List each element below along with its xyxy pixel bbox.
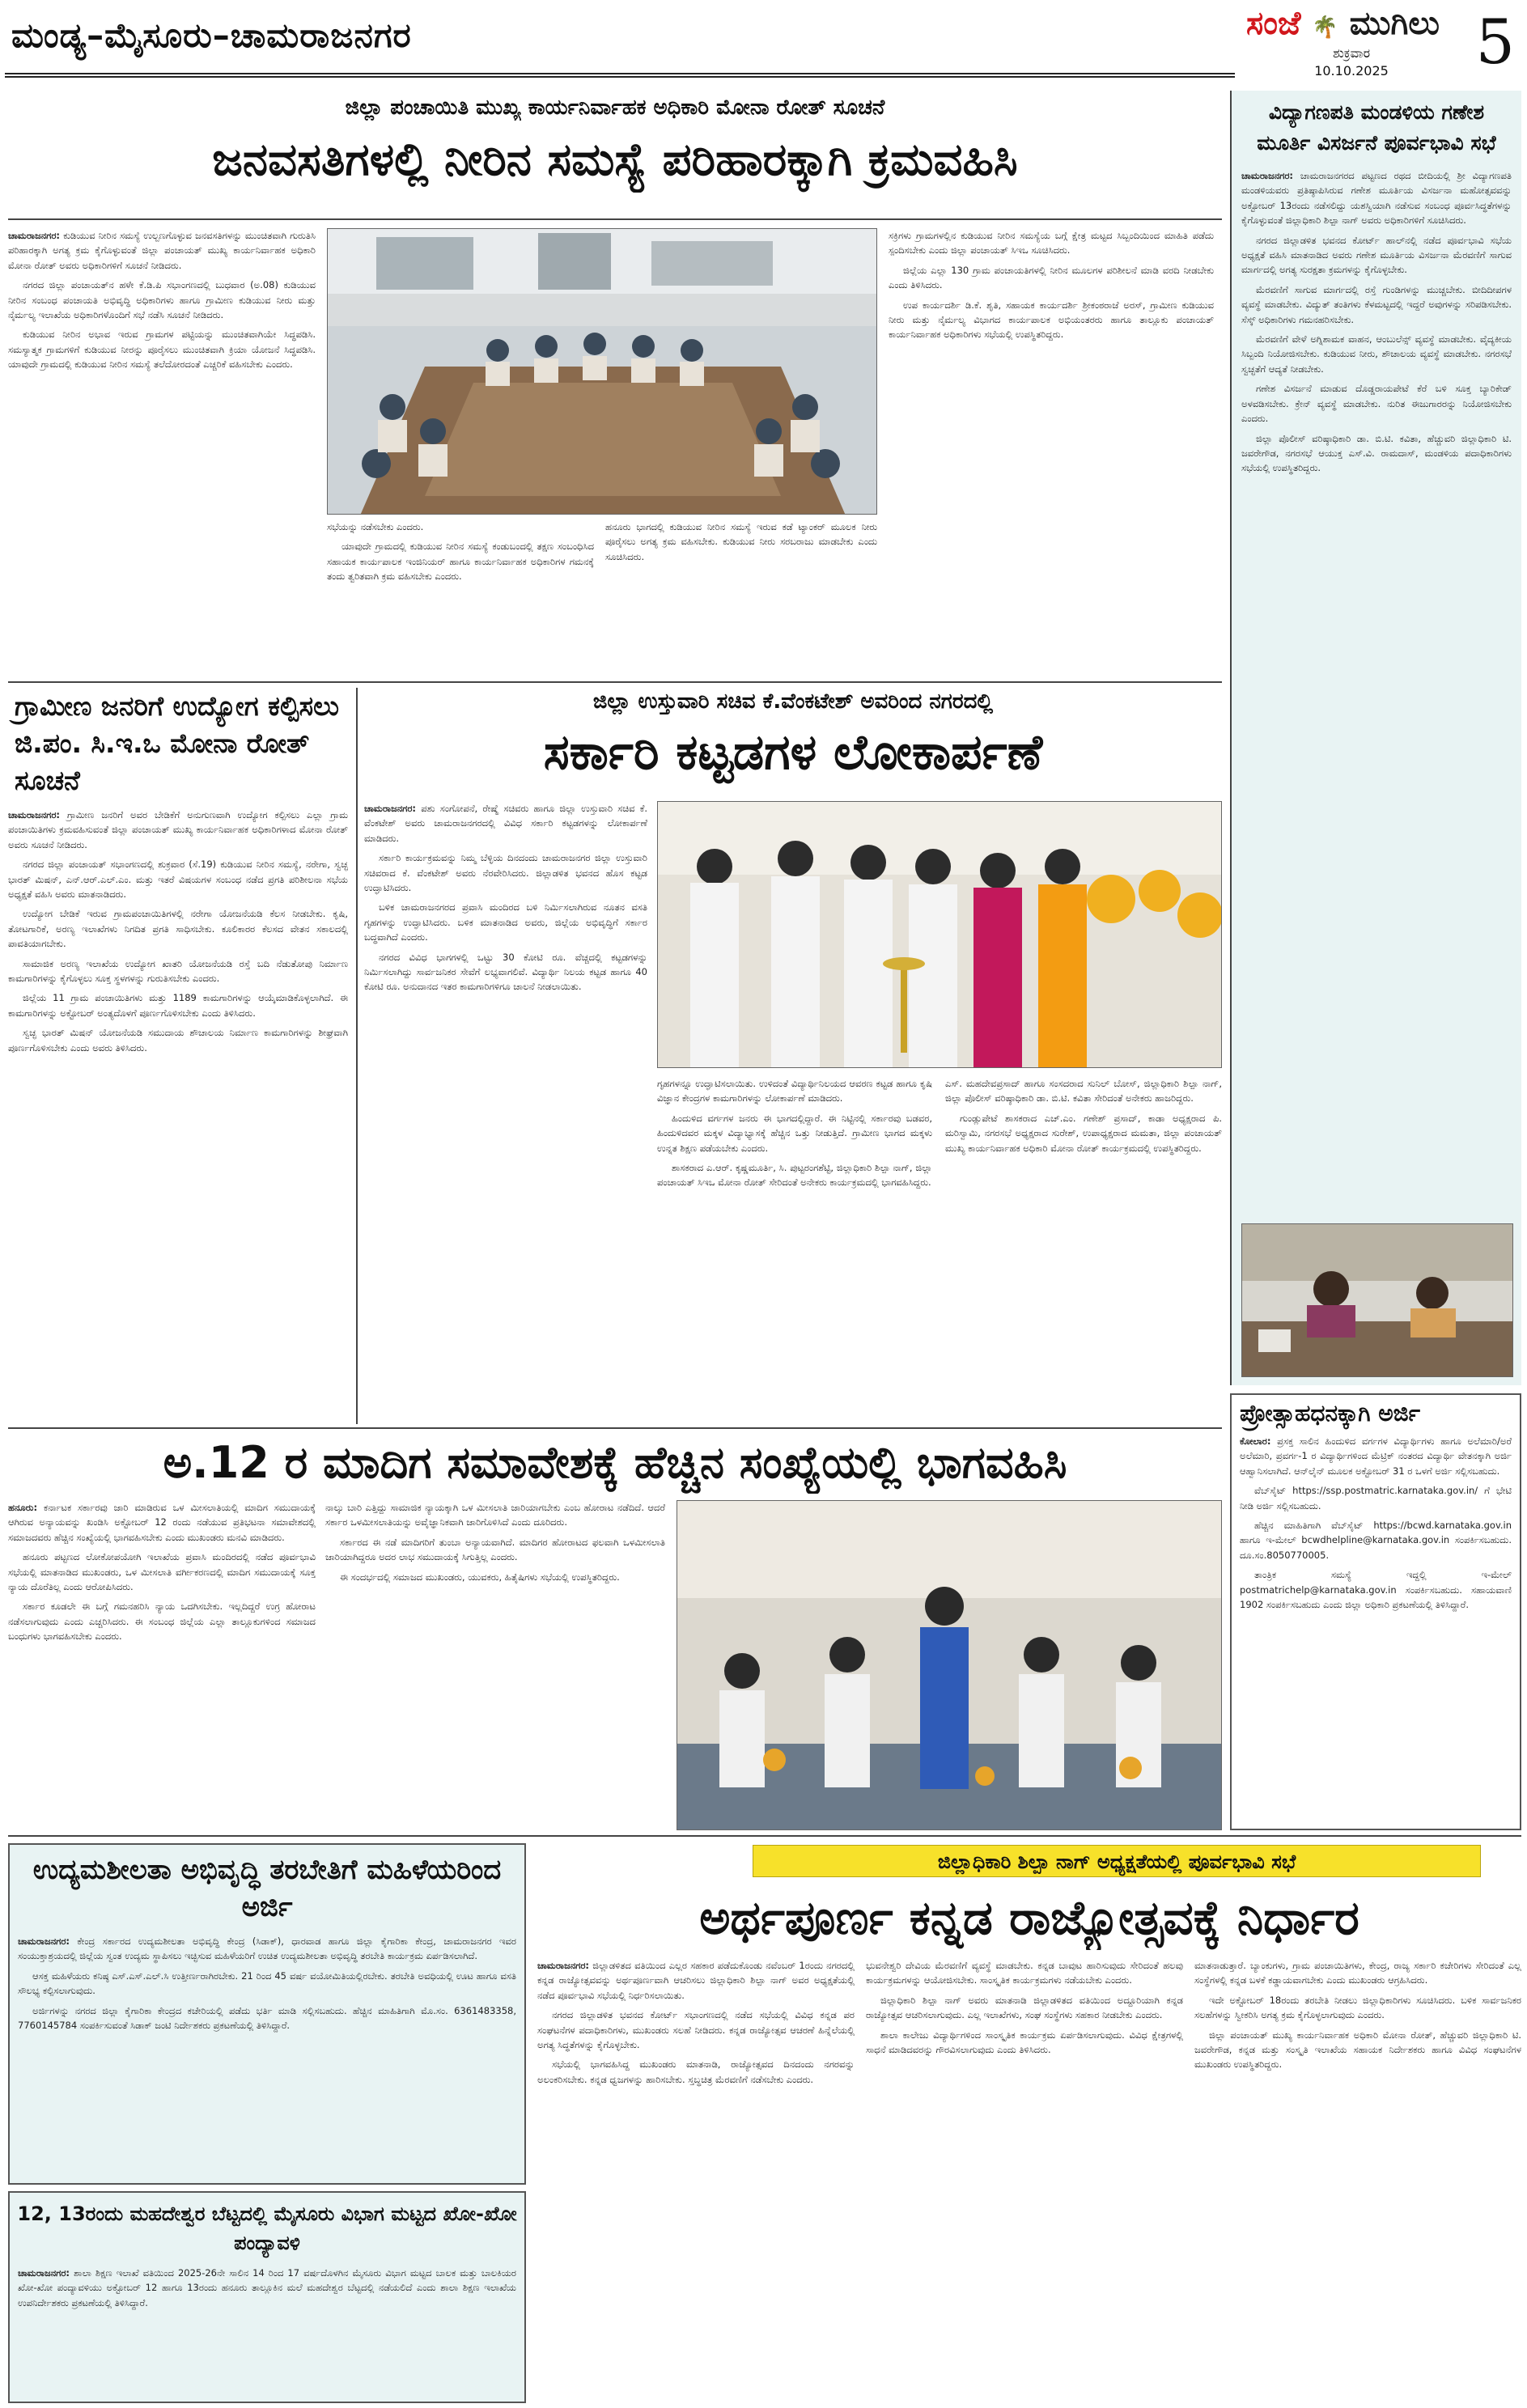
meeting-room-illustration bbox=[328, 229, 877, 515]
story4-para: ಸರ್ಕಾರದ ಈ ನಡೆ ಮಾದಿಗರಿಗೆ ತುಂಬಾ ಅನ್ಯಾಯವಾಗಿದೆ. ಮಾದಿಗರ ಹೋರಾಟದ ಫಲವಾಗಿ ಒಳಮೀಸಲಾತಿ ಜಾರಿಯಾಗಿದ್ದರೂ ಅದರ ಲಾಭ ಸಮುದಾಯಕ್ಕೆ ಸಿಗುತ್ತಿಲ್ಲ ಎಂದರು. bbox=[325, 1536, 665, 1563]
story7-para: ನಗರದ ಜಿಲ್ಲಾಡಳಿತ ಭವನದ ಕೋರ್ಟ್ ಸಭಾಂಗಣದಲ್ಲಿ ನಡೆದ ಸಭೆಯಲ್ಲಿ ವಿವಿಧ ಕನ್ನಡ ಪರ ಸಂಘಟನೆಗಳ ಪದಾಧಿಕಾರಿಗಳು, ಮುಖಂಡರು ಸಲಹೆ ನೀಡಿದರು. ಕನ್ನಡ ರಾಜ್ಯೋತ್ಸವ ಆಚರಣೆ ಹಿನ್ನೆಲೆಯಲ್ಲಿ ಅಗತ್ಯ ಸಿದ್ಧತೆಗಳನ್ನು ಕೈಗೊಳ್ಳಬೇಕು. bbox=[537, 2009, 855, 2051]
story2-para: ಗ್ರಾಮೀಣ ಜನರಿಗೆ ಅವರ ಬೇಡಿಕೆಗೆ ಅನುಗುಣವಾಗಿ ಉದ್ಯೋಗ ಕಲ್ಪಿಸಲು ಎಲ್ಲಾ ಗ್ರಾಮ ಪಂಚಾಯಿತಿಗಳು ಕ್ರಮವಹಿಸುವಂತೆ ಜಿಲ್ಲಾ ಪಂಚಾಯತ್ ಮುಖ್ಯ ಕಾರ್ಯನಿರ್ವಾಹಕ ಅಧಿಕಾರಿಗಳಾದ ಮೋನಾ ರೋತ್ ಅವರು ಸೂಚನೆ ನೀಡಿದರು. bbox=[8, 809, 348, 850]
story1-para: ಹನೂರು ಭಾಗದಲ್ಲಿ ಕುಡಿಯುವ ನೀರಿನ ಸಮಸ್ಯೆ ಇರುವ ಕಡೆ ಟ್ಯಾಂಕರ್ ಮೂಲಕ ನೀರು ಪೂರೈಸಲು ಅಗತ್ಯ ಕ್ರಮ ವಹಿಸಬೇಕು. ಕುಡಿಯುವ ನೀರು ಸರಬರಾಜು ಮಾಡಬೇಕು ಎಂದು ಸೂಚಿಸಿದರು. bbox=[605, 521, 877, 562]
story1-col1 bbox=[8, 228, 316, 677]
story7-para: ಇದೇ ಅಕ್ಟೋಬರ್ 18ರಂದು ತರಬೇತಿ ನೀಡಲು ಜಿಲ್ಲಾಧಿಕಾರಿಗಳು ಸೂಚಿಸಿದರು. ಬಳಿಕ ಸಾರ್ವಜನಿಕರ ಸಲಹೆಗಳನ್ನು ಸ್ವೀಕರಿಸಿ ಅಗತ್ಯ ಕ್ರಮ ಕೈಗೊಳ್ಳಲಾಗುವುದು ಎಂದರು. bbox=[1194, 1994, 1521, 2021]
story2-body bbox=[8, 808, 348, 1422]
story5-para: ಅರ್ಜಿಗಳನ್ನು ನಗರದ ಜಿಲ್ಲಾ ಕೈಗಾರಿಕಾ ಕೇಂದ್ರದ ಕಚೇರಿಯಲ್ಲಿ ಪಡೆದು ಭರ್ತಿ ಮಾಡಿ ಸಲ್ಲಿಸಬಹುದು. ಹೆಚ್ಚಿನ ಮಾಹಿತಿಗಾಗಿ ಮೊ.ಸಂ. 6361483358, 7760145784 ಸಂಪರ್ಕಿಸುವಂತೆ ಸಿಡಾಕ್ ಜಂಟಿ ನಿರ್ದೇಶಕರು ಪ್ರಕಟಣೆಯಲ್ಲಿ ತಿಳಿಸಿದ್ದಾರೆ. bbox=[18, 2004, 516, 2032]
story4-bottom-rule bbox=[8, 1835, 1521, 1837]
story1-dateline: ಚಾಮರಾಜನಗರ: bbox=[8, 230, 61, 241]
story3-headline: ಸರ್ಕಾರಿ ಕಟ್ಟಡಗಳ ಲೋಕಾರ್ಪಣೆ bbox=[543, 724, 1043, 781]
newspaper-logo bbox=[1246, 5, 1449, 47]
sidebar-protsaha-dateline: ಕೋಲಾರ: bbox=[1240, 1435, 1271, 1447]
logo-part-2: ಮುಗಿಲು bbox=[1349, 5, 1440, 42]
story3-dateline: ಚಾಮರಾಜನಗರ: bbox=[364, 803, 417, 814]
sidebar-para: ಗಣೇಶ ವಿಸರ್ಜನೆ ಮಾಡುವ ದೊಡ್ಡರಾಯಪೇಟೆ ಕೆರೆ ಬಳಿ ಸೂಕ್ತ ಬ್ಯಾರಿಕೇಡ್ ಅಳವಡಿಸಬೇಕು. ಕ್ರೇನ್ ವ್ಯವಸ್ಥೆ ಮಾಡಬೇಕು. ನುರಿತ ಈಜುಗಾರರನ್ನು ನಿಯೋಜಿಸಬೇಕು ಎಂದರು. bbox=[1241, 383, 1512, 425]
story1-para: ಕುಡಿಯುವ ನೀರಿನ ಸಮಸ್ಯೆ ಉಲ್ಬಣಗೊಳ್ಳುವ ಜನವಸತಿಗಳನ್ನು ಮುಂಚಿತವಾಗಿ ಗುರುತಿಸಿ ಪರಿಹಾರಕ್ಕಾಗಿ ಅಗತ್ಯ ಕ್ರಮ ಕೈಗೊಳ್ಳುವಂತೆ ಜಿಲ್ಲಾ ಪಂಚಾಯತ್ ಮುಖ್ಯ ಕಾರ್ಯನಿರ್ವಾಹಕ ಅಧಿಕಾರಿ ಮೋನಾ ರೋತ್ ಅವರು ಅಧಿಕಾರಿಗಳಿಗೆ ಸೂಚನೆ ನೀಡಿದರು. bbox=[8, 230, 316, 271]
story3-col3 bbox=[945, 1076, 1222, 1424]
story5-box bbox=[8, 1843, 526, 2185]
story7-headline: ಅರ್ಥಪೂರ್ಣ ಕನ್ನಡ ರಾಜ್ಯೋತ್ಸವಕ್ಕೆ ನಿರ್ಧಾರ bbox=[699, 1890, 1359, 1945]
story3-para: ಶಾಸಕರಾದ ಎ.ಆರ್. ಕೃಷ್ಣಮೂರ್ತಿ, ಸಿ. ಪುಟ್ಟರಂಗಶೆಟ್ಟಿ, ಜಿಲ್ಲಾಧಿಕಾರಿ ಶಿಲ್ಪಾ ನಾಗ್, ಜಿಲ್ಲಾ ಪಂಚಾಯತ್ ಸಿಇಒ ಮೋನಾ ರೋತ್ ಸೇರಿದಂತೆ ಅನೇಕರು ಕಾರ್ಯಕ್ರಮದಲ್ಲಿ ಭಾಗವಹಿಸಿದ್ದರು. bbox=[657, 1162, 932, 1189]
masthead-rule bbox=[5, 73, 1235, 78]
story7-col1 bbox=[537, 1958, 855, 2403]
story2-dateline: ಚಾಮರಾಜನಗರ: bbox=[8, 809, 61, 820]
story6-para: ಶಾಲಾ ಶಿಕ್ಷಣ ಇಲಾಖೆ ವತಿಯಿಂದ 2025-26ನೇ ಸಾಲಿನ 14 ರಿಂದ 17 ವರ್ಷದೊಳಗಿನ ಮೈಸೂರು ವಿಭಾಗ ಮಟ್ಟದ ಬಾಲಕ ಮತ್ತು ಬಾಲಕಿಯರ ಖೋ-ಖೋ ಪಂದ್ಯಾವಳಿಯು ಅಕ್ಟೋಬರ್ 12 ಹಾಗೂ 13ರಂದು ಹನೂರು ತಾಲ್ಲೂಕಿನ ಮಲೆ ಮಹದೇಶ್ವರ ಬೆಟ್ಟದಲ್ಲಿ ನಡೆಯಲಿದೆ ಎಂದು ಶಾಲಾ ಶಿಕ್ಷಣ ಇಲಾಖೆಯ ಉಪನಿರ್ದೇಶಕರು ಪ್ರಕಟಣೆಯಲ್ಲಿ ತಿಳಿಸಿದ್ದಾರೆ. bbox=[18, 2267, 517, 2308]
story1-para: ಕುಡಿಯುವ ನೀರಿನ ಅಭಾವ ಇರುವ ಗ್ರಾಮಗಳ ಪಟ್ಟಿಯನ್ನು ಮುಂಚಿತವಾಗಿಯೇ ಸಿದ್ಧಪಡಿಸಿ. ಸಮಸ್ಯಾತ್ಮಕ ಗ್ರಾಮಗಳಿಗೆ ಕುಡಿಯುವ ನೀರನ್ನು ಪೂರೈಸಲು ಮುಂಚಿತವಾಗಿ ಕ್ರಿಯಾ ಯೋಜನೆ ಸಿದ್ಧಪಡಿಸಿ. ಯಾವುದೇ ಗ್ರಾಮದಲ್ಲಿ ಕುಡಿಯುವ ನೀರಿನ ಸಮಸ್ಯೆ ತಲೆದೋರದಂತೆ ಎಚ್ಚರಿಕೆ ವಹಿಸಬೇಕು ಎಂದರು. bbox=[8, 329, 316, 371]
samavesha-photo bbox=[677, 1500, 1222, 1830]
story4-para: ನಾಲ್ಕು ಬಾರಿ ಎತ್ತಿದ್ದು ಸಾಮಾಜಿಕ ನ್ಯಾಯಕ್ಕಾಗಿ ಒಳ ಮೀಸಲಾತಿ ಜಾರಿಯಾಗಬೇಕು ಎಂಬ ಹೋರಾಟ ನಡೆದಿದೆ. ಆದರೆ ಸರ್ಕಾರ ಒಳಮೀಸಲಾತಿಯನ್ನು ಅವೈಜ್ಞಾನಿಕವಾಗಿ ಜಾರಿಗೊಳಿಸಿದೆ ಎಂದು ದೂರಿದರು. bbox=[325, 1502, 665, 1528]
story3-para: ನಗರದ ವಿವಿಧ ಭಾಗಗಳಲ್ಲಿ ಒಟ್ಟು 30 ಕೋಟಿ ರೂ. ವೆಚ್ಚದಲ್ಲಿ ಕಟ್ಟಡಗಳನ್ನು ನಿರ್ಮಿಸಲಾಗಿದ್ದು ಸಾರ್ವಜನಿಕರ ಸೇವೆಗೆ ಲಭ್ಯವಾಗಲಿವೆ. ವಿದ್ಯಾರ್ಥಿ ನಿಲಯ ಕಟ್ಟಡ ಹಾಗೂ 40 ಕೋಟಿ ರೂ. ಅನುದಾನದ ಇತರ ಕಾಮಗಾರಿಗಳಿಗೂ ಚಾಲನೆ ನೀಡಲಾಯಿತು. bbox=[364, 951, 647, 993]
story7-para: ಸಭೆಯಲ್ಲಿ ಭಾಗವಹಿಸಿದ್ದ ಮುಖಂಡರು ಮಾತನಾಡಿ, ರಾಜ್ಯೋತ್ಸವದ ದಿನದಂದು ನಗರವನ್ನು ಅಲಂಕರಿಸಬೇಕು. ಕನ್ನಡ ಧ್ವಜಗಳನ್ನು ಹಾರಿಸಬೇಕು. ಸ್ತಬ್ಧಚಿತ್ರ ಮೆರವಣಿಗೆ ನಡೆಸಬೇಕು ಎಂದರು. bbox=[537, 2058, 855, 2085]
sidebar-protsaha-para: ಹೆಚ್ಚಿನ ಮಾಹಿತಿಗಾಗಿ ವೆಬ್‌ಸೈಟ್ https://bcwd.karnataka.gov.in ಹಾಗೂ ಇ-ಮೇಲ್ bcwdhelpline@karnataka.gov.in ಸಂಪರ್ಕಿಸಬಹುದು. ದೂ.ಸಂ.8050770005. bbox=[1240, 1520, 1512, 1561]
story6-headline: 12, 13ರಂದು ಮಹದೇಶ್ವರ ಬೆಟ್ಟದಲ್ಲಿ ಮೈಸೂರು ವಿಭಾಗ ಮಟ್ಟದ ಖೋ-ಖೋ ಪಂದ್ಯಾವಳಿ bbox=[17, 2202, 517, 2254]
section-banner bbox=[5, 5, 1235, 66]
sidebar-para: ಜಿಲ್ಲಾ ಪೊಲೀಸ್ ವರಿಷ್ಠಾಧಿಕಾರಿ ಡಾ. ಬಿ.ಟಿ. ಕವಿತಾ, ಹೆಚ್ಚುವರಿ ಜಿಲ್ಲಾಧಿಕಾರಿ ಟಿ. ಜವರೇಗೌಡ, ನಗರಸಭೆ ಆಯುಕ್ತ ಎಸ್.ವಿ. ರಾಮದಾಸ್, ಮಂಡಳಿಯ ಪದಾಧಿಕಾರಿಗಳು ಸಭೆಯಲ್ಲಿ ಉಪಸ್ಥಿತರಿದ್ದರು. bbox=[1241, 432, 1512, 474]
story3-col2 bbox=[657, 1076, 932, 1424]
story1-para: ಜಿಲ್ಲೆಯ ಎಲ್ಲಾ 130 ಗ್ರಾಮ ಪಂಚಾಯತಿಗಳಲ್ಲಿ ನೀರಿನ ಮೂಲಗಳ ಪರಿಶೀಲನೆ ಮಾಡಿ ವರದಿ ನೀಡಬೇಕು ಎಂದು ತಿಳಿಸಿದರು. bbox=[889, 264, 1214, 291]
story3-para: ಗುಂಡ್ಲುಪೇಟೆ ಶಾಸಕರಾದ ಎಚ್.ಎಂ. ಗಣೇಶ್ ಪ್ರಸಾದ್, ಕಾಡಾ ಅಧ್ಯಕ್ಷರಾದ ಪಿ. ಮರಿಸ್ವಾಮಿ, ನಗರಸಭೆ ಅಧ್ಯಕ್ಷರಾದ ಸುರೇಶ್, ಉಪಾಧ್ಯಕ್ಷರಾದ ಮಮತಾ, ಜಿಲ್ಲಾ ಪಂಚಾಯತ್ ಮುಖ್ಯ ಕಾರ್ಯನಿರ್ವಾಹಕ ಅಧಿಕಾರಿ ಮೋನಾ ರೋತ್ ಕಾರ್ಯಕ್ರಮದಲ್ಲಿ ಉಪಸ್ಥಿತರಿದ್ದರು. bbox=[945, 1112, 1222, 1154]
sidebar-protsaha-headline: ಪ್ರೋತ್ಸಾಹಧನಕ್ಕಾಗಿ ಅರ್ಜಿ bbox=[1240, 1400, 1421, 1427]
story1-bottom-rule bbox=[8, 681, 1222, 683]
story6-body bbox=[10, 2264, 524, 2402]
story2-para: ಉದ್ಯೋಗ ಬೇಡಿಕೆ ಇರುವ ಗ್ರಾಮಪಂಚಾಯಿತಿಗಳಲ್ಲಿ ನರೇಗಾ ಯೋಜನೆಯಡಿ ಕೆಲಸ ನೀಡಬೇಕು. ಕೃಷಿ, ತೋಟಗಾರಿಕೆ, ಅರಣ್ಯ ಇಲಾಖೆಗಳು ನಿಗದಿತ ಪ್ರಗತಿ ಸಾಧಿಸಬೇಕು. ಕೂಲಿಕಾರರ ಕೆಲಸದ ವೇತನ ಸಕಾಲದಲ್ಲಿ ಪಾವತಿಯಾಗಬೇಕು. bbox=[8, 908, 348, 950]
sidebar-para: ಚಾಮರಾಜನಗರದ ಪಟ್ಟಣದ ರಥದ ಬೀದಿಯಲ್ಲಿ ಶ್ರೀ ವಿದ್ಯಾಗಣಪತಿ ಮಂಡಳಿಯವರು ಪ್ರತಿಷ್ಠಾಪಿಸಿರುವ ಗಣೇಶ ಮೂರ್ತಿಯ ವಿಸರ್ಜನಾ ಮಹೋತ್ಸವವನ್ನು ಅಕ್ಟೋಬರ್ 13ರಂದು ನಡೆಸಲಿದ್ದು ಯಶಸ್ವಿಯಾಗಿ ನಡೆಸುವ ಸಂಬಂಧ ಪೂರ್ವಸಿದ್ಧತೆಗಳನ್ನು ಕೈಗೊಳ್ಳುವಂತೆ ಜಿಲ್ಲಾಧಿಕಾರಿ ಶಿಲ್ಪಾ ನಾಗ್ ಅವರು ಅಧಿಕಾರಿಗಳಿಗೆ ಸೂಚಿಸಿದರು. bbox=[1241, 170, 1512, 227]
story3-col1 bbox=[364, 801, 647, 1424]
newspaper-brand bbox=[1246, 5, 1521, 86]
story4-dateline: ಹನೂರು: bbox=[8, 1502, 38, 1513]
story4-para: ಸರ್ಕಾರ ಕೂಡಲೇ ಈ ಬಗ್ಗೆ ಗಮನಹರಿಸಿ ನ್ಯಾಯ ಒದಗಿಸಬೇಕು. ಇಲ್ಲದಿದ್ದರೆ ಉಗ್ರ ಹೋರಾಟ ನಡೆಸಲಾಗುವುದು ಎಂದು ಎಚ್ಚರಿಸಿದರು. ಈ ಸಂಬಂಧ ಜಿಲ್ಲೆಯ ಎಲ್ಲಾ ತಾಲ್ಲೂಕುಗಳಿಂದ ಸಮಾಜದ ಬಂಧುಗಳು ಭಾಗವಹಿಸಬೇಕು ಎಂದರು. bbox=[8, 1600, 316, 1643]
story3-para: ಗೃಹಗಳನ್ನೂ ಉದ್ಘಾಟಿಸಲಾಯಿತು. ಉಳಿದಂತೆ ವಿದ್ಯಾರ್ಥಿನಿಲಯದ ಆವರಣ ಕಟ್ಟಡ ಹಾಗೂ ಕೃಷಿ ವಿಜ್ಞಾನ ಕೇಂದ್ರಗಳ ಕಾಮಗಾರಿಗಳನ್ನು ಲೋಕಾರ್ಪಣೆ ಮಾಡಿದರು. bbox=[657, 1078, 932, 1104]
story3-para: ಎಸ್. ಮಹದೇವಪ್ರಸಾದ್ ಹಾಗೂ ಸಂಸದರಾದ ಸುನಿಲ್ ಬೋಸ್, ಜಿಲ್ಲಾಧಿಕಾರಿ ಶಿಲ್ಪಾ ನಾಗ್, ಜಿಲ್ಲಾ ಪೊಲೀಸ್ ವರಿಷ್ಠಾಧಿಕಾರಿ ಡಾ. ಬಿ.ಟಿ. ಕವಿತಾ ಸೇರಿದಂತೆ ಅನೇಕರು ಹಾಜರಿದ್ದರು. bbox=[945, 1078, 1222, 1104]
sidebar-vidyaganapati-headline: ವಿದ್ಯಾಗಣಪತಿ ಮಂಡಳಿಯ ಗಣೇಶ ಮೂರ್ತಿ ವಿಸರ್ಜನೆ ಪೂರ್ವಭಾವಿ ಸಭೆ bbox=[1257, 100, 1496, 155]
story7-para: ಶಾಲಾ ಕಾಲೇಜು ವಿದ್ಯಾರ್ಥಿಗಳಿಂದ ಸಾಂಸ್ಕೃತಿಕ ಕಾರ್ಯಕ್ರಮ ಏರ್ಪಡಿಸಲಾಗುವುದು. ವಿವಿಧ ಕ್ಷೇತ್ರಗಳಲ್ಲಿ ಸಾಧನೆ ಮಾಡಿದವರನ್ನು ಗೌರವಿಸಲಾಗುವುದು ಎಂದು ತಿಳಿಸಿದರು. bbox=[866, 2029, 1183, 2056]
sidebar-protsaha-para: ವೆಬ್‌ಸೈಟ್ https://ssp.postmatric.karnataka.gov.in/ ಗೆ ಭೇಟಿ ನೀಡಿ ಅರ್ಜಿ ಸಲ್ಲಿಸಬಹುದು. bbox=[1240, 1485, 1512, 1511]
story1-col3 bbox=[605, 519, 877, 677]
page-number: 5 bbox=[1475, 6, 1515, 78]
sidebar-dateline: ಚಾಮರಾಜನಗರ: bbox=[1241, 170, 1294, 181]
story4-para: ಹನೂರು ಪಟ್ಟಣದ ಲೋಕೋಪಯೋಗಿ ಇಲಾಖೆಯ ಪ್ರವಾಸಿ ಮಂದಿರದಲ್ಲಿ ನಡೆದ ಪೂರ್ವಭಾವಿ ಸಭೆಯಲ್ಲಿ ಮಾತನಾಡಿದ ಮುಖಂಡರು, ಒಳ ಮೀಸಲಾತಿ ವರ್ಗೀಕರಣದಲ್ಲಿ ಮಾದಿಗ ಸಮುದಾಯಕ್ಕೆ ಸೂಕ್ತ ನ್ಯಾಯ ದೊರೆತಿಲ್ಲ ಎಂದು ಆರೋಪಿಸಿದರು. bbox=[8, 1551, 316, 1593]
story3-para: ಪಶು ಸಂಗೋಪನೆ, ರೇಷ್ಮೆ ಸಚಿವರು ಹಾಗೂ ಜಿಲ್ಲಾ ಉಸ್ತುವಾರಿ ಸಚಿವ ಕೆ. ವೆಂಕಟೇಶ್ ಅವರು ಚಾಮರಾಜನಗರದಲ್ಲಿ ವಿವಿಧ ಸರ್ಕಾರಿ ಕಟ್ಟಡಗಳನ್ನು ಲೋಕಾರ್ಪಣೆ ಮಾಡಿದರು. bbox=[364, 803, 647, 844]
story2-para: ನಗರದ ಜಿಲ್ಲಾ ಪಂಚಾಯತ್ ಸಭಾಂಗಣದಲ್ಲಿ ಶುಕ್ರವಾರ (ಸೆ.19) ಕುಡಿಯುವ ನೀರಿನ ಸಮಸ್ಯೆ, ನರೇಗಾ, ಸ್ವಚ್ಛ ಭಾರತ್ ಮಿಷನ್, ಎನ್.ಆರ್.ಎಲ್.ಎಂ. ಮತ್ತು ಇತರೆ ವಿಷಯಗಳ ಸಂಬಂಧ ನಡೆದ ಪ್ರಗತಿ ಪರಿಶೀಲನಾ ಸಭೆಯ ಅಧ್ಯಕ್ಷತೆ ವಹಿಸಿ ಅವರು ಮಾತನಾಡಿದರು. bbox=[8, 858, 348, 901]
sidebar-protsaha-para: ತಾಂತ್ರಿಕ ಸಮಸ್ಯೆ ಇದ್ದಲ್ಲಿ ಇ-ಮೇಲ್ postmatrichelp@karnataka.gov.in ಸಂಪರ್ಕಿಸಬಹುದು. ಸಹಾಯವಾಣಿ 1902 ಸಂಪರ್ಕಿಸಬಹುದು ಎಂದು ಜಿಲ್ಲಾ ಅಧಿಕಾರಿ ಪ್ರಕಟಣೆಯಲ್ಲಿ ತಿಳಿಸಿದ್ದಾರೆ. bbox=[1240, 1569, 1512, 1611]
story1-para: ಯಾವುದೇ ಗ್ರಾಮದಲ್ಲಿ ಕುಡಿಯುವ ನೀರಿನ ಸಮಸ್ಯೆ ಕಂಡುಬಂದಲ್ಲಿ ತಕ್ಷಣ ಸಂಬಂಧಿಸಿದ ಸಹಾಯಕ ಕಾರ್ಯಪಾಲಕ ಇಂಜಿನಿಯರ್ ಹಾಗೂ ಕಾರ್ಯನಿರ್ವಾಹಕ ಅಧಿಕಾರಿಗಳ ಗಮನಕ್ಕೆ ತಂದು ತ್ವರಿತವಾಗಿ ಕ್ರಮ ವಹಿಸಬೇಕು ಎಂದರು. bbox=[327, 541, 594, 583]
story5-dateline: ಚಾಮರಾಜನಗರ: bbox=[18, 1935, 70, 1947]
story1-para: ಸಭೆಯನ್ನು ನಡೆಸಬೇಕು ಎಂದರು. bbox=[327, 521, 424, 532]
story4-para: ಕರ್ನಾಟಕ ಸರ್ಕಾರವು ಜಾರಿ ಮಾಡಿರುವ ಒಳ ಮೀಸಲಾತಿಯಲ್ಲಿ ಮಾದಿಗ ಸಮುದಾಯಕ್ಕೆ ಆಗಿರುವ ಅನ್ಯಾಯವನ್ನು ಖಂಡಿಸಿ ಅಕ್ಟೋಬರ್ 12 ರಂದು ನಡೆಯುವ ಪ್ರತಿಭಟನಾ ಸಮಾವೇಶದಲ್ಲಿ ಸಮಾಜದವರು ಹೆಚ್ಚಿನ ಸಂಖ್ಯೆಯಲ್ಲಿ ಭಾಗವಹಿಸಬೇಕು ಎಂದು ಮುಖಂಡರು ಮನವಿ ಮಾಡಿದರು. bbox=[8, 1502, 316, 1543]
sidebar-para: ನಗರದ ಜಿಲ್ಲಾಡಳಿತ ಭವನದ ಕೋರ್ಟ್ ಹಾಲ್‌ನಲ್ಲಿ ನಡೆದ ಪೂರ್ವಭಾವಿ ಸಭೆಯ ಅಧ್ಯಕ್ಷತೆ ವಹಿಸಿ ಮಾತನಾಡಿದ ಅವರು ಗಣೇಶ ಮೂರ್ತಿಯ ವಿಸರ್ಜನಾ ಮೆರವಣಿಗೆ ಸಾಗುವ ಮಾರ್ಗದಲ್ಲಿ ಅಗತ್ಯ ಸುರಕ್ಷತಾ ಕ್ರಮಗಳನ್ನು ಕೈಗೊಳ್ಳಬೇಕು. bbox=[1241, 234, 1512, 276]
story1-col4 bbox=[889, 228, 1214, 677]
meeting-photo-dc bbox=[1241, 1223, 1513, 1377]
story4-para: ಈ ಸಂದರ್ಭದಲ್ಲಿ ಸಮಾಜದ ಮುಖಂಡರು, ಯುವಕರು, ಹಿತೈಷಿಗಳು ಸಭೆಯಲ್ಲಿ ಉಪಸ್ಥಿತರಿದ್ದರು. bbox=[340, 1571, 620, 1583]
sidebar-protsaha-para: ಪ್ರಸಕ್ತ ಸಾಲಿನ ಹಿಂದುಳಿದ ವರ್ಗಗಳ ವಿದ್ಯಾರ್ಥಿಗಳು ಹಾಗೂ ಅಲೆಮಾರಿ/ಅರೆ ಅಲೆಮಾರಿ, ಪ್ರವರ್ಗ-1 ರ ವಿದ್ಯಾರ್ಥಿಗಳಿಂದ ಮೆಟ್ರಿಕ್ ನಂತರದ ವಿದ್ಯಾರ್ಥಿ ವೇತನಕ್ಕಾಗಿ ಅರ್ಜಿ ಆಹ್ವಾನಿಸಲಾಗಿದೆ. ಆನ್‌ಲೈನ್ ಮೂಲಕ ಅಕ್ಟೋಬರ್ 31 ರ ಒಳಗೆ ಅರ್ಜಿ ಸಲ್ಲಿಸಬಹುದು. bbox=[1240, 1435, 1512, 1477]
story7-para: ಭುವನೇಶ್ವರಿ ದೇವಿಯ ಮೆರವಣಿಗೆ ವ್ಯವಸ್ಥೆ ಮಾಡಬೇಕು. ಕನ್ನಡ ಬಾವುಟ ಹಾರಿಸುವುದು ಸೇರಿದಂತೆ ಹಲವು ಕಾರ್ಯಕ್ರಮಗಳನ್ನು ಆಯೋಜಿಸಬೇಕು. ಸಾಂಸ್ಕೃತಿಕ ಕಾರ್ಯಕ್ರಮಗಳು ನಡೆಯಬೇಕು ಎಂದರು. bbox=[866, 1960, 1183, 1986]
story4-headline: ಅ.12 ರ ಮಾದಿಗ ಸಮಾವೇಶಕ್ಕೆ ಹೆಚ್ಚಿನ ಸಂಖ್ಯೆಯಲ್ಲಿ ಭಾಗವಹಿಸಿ bbox=[163, 1437, 1067, 1488]
section-title: ಮಂಡ್ಯ–ಮೈಸೂರು–ಚಾಮರಾಜನಗರ bbox=[11, 15, 412, 55]
story2-para: ಜಿಲ್ಲೆಯ 11 ಗ್ರಾಮ ಪಂಚಾಯಿತಿಗಳು ಮತ್ತು 1189 ಕಾಮಗಾರಿಗಳನ್ನು ಆಯ್ಕೆಮಾಡಿಕೊಳ್ಳಲಾಗಿದೆ. ಈ ಕಾಮಗಾರಿಗಳನ್ನು ಅಕ್ಟೋಬರ್ ಅಂತ್ಯದೊಳಗೆ ಪೂರ್ಣಗೊಳಿಸಬೇಕು ಎಂದು ತಿಳಿಸಿದರು. bbox=[8, 992, 348, 1019]
community-meeting-illustration bbox=[677, 1501, 1222, 1830]
story5-para: ಕೇಂದ್ರ ಸರ್ಕಾರದ ಉದ್ಯಮಶೀಲತಾ ಅಭಿವೃದ್ಧಿ ಕೇಂದ್ರ (ಸಿಡಾಕ್), ಧಾರವಾಡ ಹಾಗೂ ಜಿಲ್ಲಾ ಕೈಗಾರಿಕಾ ಕೇಂದ್ರ, ಚಾಮರಾಜನಗರ ಇವರ ಸಂಯುಕ್ತಾಶ್ರಯದಲ್ಲಿ ಜಿಲ್ಲೆಯ ಸ್ವಂತ ಉದ್ಯಮ ಸ್ಥಾಪಿಸಲು ಇಚ್ಛಿಸುವ ಮಹಿಳೆಯರಿಗೆ ಉಚಿತ ಉದ್ಯಮಶೀಲತಾ ಅಭಿವೃದ್ಧಿ ತರಬೇತಿ ಕಾರ್ಯಕ್ರಮ ಏರ್ಪಡಿಸಲಾಗಿದೆ. bbox=[18, 1935, 516, 1962]
officials-illustration bbox=[1242, 1224, 1513, 1377]
inauguration-photo bbox=[657, 801, 1222, 1068]
story6-box bbox=[8, 2191, 526, 2403]
story2-para: ಸಾಮಾಜಿಕ ಅರಣ್ಯ ಇಲಾಖೆಯ ಉದ್ಯೋಗ ಖಾತರಿ ಯೋಜನೆಯಡಿ ರಸ್ತೆ ಬದಿ ನೆಡುತೋಪು ನಿರ್ಮಾಣ ಕಾಮಗಾರಿಗಳನ್ನು ಕೈಗೊಳ್ಳಲು ಸೂಕ್ತ ಸ್ಥಳಗಳನ್ನು ಗುರುತಿಸಬೇಕು ಎಂದರು. bbox=[8, 957, 348, 985]
issue-date: 10.10.2025 bbox=[1314, 63, 1389, 78]
story7-para: ಜಿಲ್ಲಾಡಳಿತದ ವತಿಯಿಂದ ಎಲ್ಲರ ಸಹಕಾರ ಪಡೆದುಕೊಂಡು ನವೆಂಬರ್ 1ರಂದು ನಗರದಲ್ಲಿ ಕನ್ನಡ ರಾಜ್ಯೋತ್ಸವವನ್ನು ಅರ್ಥಪೂರ್ಣವಾಗಿ ಆಚರಿಸಲು ಜಿಲ್ಲಾಧಿಕಾರಿ ಶಿಲ್ಪಾ ನಾಗ್ ಅವರ ಅಧ್ಯಕ್ಷತೆಯಲ್ಲಿ ನಡೆದ ಪೂರ್ವಭಾವಿ ಸಭೆಯಲ್ಲಿ ನಿರ್ಧರಿಸಲಾಯಿತು. bbox=[537, 1960, 855, 2001]
story7-dateline: ಚಾಮರಾಜನಗರ: bbox=[537, 1960, 590, 1971]
story5-para: ಆಸಕ್ತ ಮಹಿಳೆಯರು ಕನಿಷ್ಠ ಎಸ್.ಎಸ್.ಎಲ್.ಸಿ ಉತ್ತೀರ್ಣರಾಗಿರಬೇಕು. 21 ರಿಂದ 45 ವರ್ಷ ವಯೋಮಿತಿಯಲ್ಲಿರಬೇಕು. ತರಬೇತಿ ಅವಧಿಯಲ್ಲಿ ಊಟ ಹಾಗೂ ವಸತಿ ಸೌಲಭ್ಯ ಕಲ್ಪಿಸಲಾಗುವುದು. bbox=[18, 1969, 516, 1997]
story5-body bbox=[10, 1932, 524, 2175]
story3-kicker: ಜಿಲ್ಲಾ ಉಸ್ತುವಾರಿ ಸಚಿವ ಕೆ.ವೆಂಕಟೇಶ್ ಅವರಿಂದ ನಗರದಲ್ಲಿ bbox=[592, 689, 994, 714]
story1-headline: ಜನವಸತಿಗಳಲ್ಲಿ ನೀರಿನ ಸಮಸ್ಯೆ ಪರಿಹಾರಕ್ಕಾಗಿ ಕ್ರಮವಹಿಸಿ bbox=[212, 134, 1018, 186]
story7-para: ಜಿಲ್ಲಾ ಪಂಚಾಯತ್ ಮುಖ್ಯ ಕಾರ್ಯನಿರ್ವಾಹಕ ಅಧಿಕಾರಿ ಮೋನಾ ರೋತ್, ಹೆಚ್ಚುವರಿ ಜಿಲ್ಲಾಧಿಕಾರಿ ಟಿ. ಜವರೇಗೌಡ, ಕನ್ನಡ ಮತ್ತು ಸಂಸ್ಕೃತಿ ಇಲಾಖೆಯ ಸಹಾಯಕ ನಿರ್ದೇಶಕರು ಹಾಗೂ ವಿವಿಧ ಸಂಘಟನೆಗಳ ಮುಖಂಡರು ಉಪಸ್ಥಿತರಿದ್ದರು. bbox=[1194, 2029, 1521, 2071]
story3-bottom-rule bbox=[8, 1427, 1222, 1429]
sidebar-vidyaganapati bbox=[1230, 91, 1521, 1385]
story7-kicker-box bbox=[753, 1845, 1481, 1877]
issue-day: ಶುಕ್ರವಾರ bbox=[1332, 45, 1371, 61]
sidebar-protsaha-body bbox=[1232, 1432, 1520, 1821]
sidebar-para: ಮೆರವಣಿಗೆ ವೇಳೆ ಅಗ್ನಿಶಾಮಕ ವಾಹನ, ಆಂಬುಲೆನ್ಸ್ ವ್ಯವಸ್ಥೆ ಮಾಡಬೇಕು. ವೈದ್ಯಕೀಯ ಸಿಬ್ಬಂದಿ ನಿಯೋಜಿಸಬೇಕು. ಕುಡಿಯುವ ನೀರು, ಶೌಚಾಲಯ ವ್ಯವಸ್ಥೆ ಮಾಡಬೇಕು. ನಗರಸಭೆ ಸ್ವಚ್ಛತೆಗೆ ಆದ್ಯತೆ ನೀಡಬೇಕು. bbox=[1241, 333, 1512, 375]
story7-para: ಜಿಲ್ಲಾಧಿಕಾರಿ ಶಿಲ್ಪಾ ನಾಗ್ ಅವರು ಮಾತನಾಡಿ ಜಿಲ್ಲಾಡಳಿತದ ವತಿಯಿಂದ ಅದ್ದೂರಿಯಾಗಿ ಕನ್ನಡ ರಾಜ್ಯೋತ್ಸವ ಆಚರಿಸಲಾಗುವುದು. ಎಲ್ಲ ಇಲಾಖೆಗಳು, ಸಂಘ ಸಂಸ್ಥೆಗಳು ಸಹಕಾರ ನೀಡಬೇಕು ಎಂದರು. bbox=[866, 1994, 1183, 2021]
sidebar-vidyaganapati-body bbox=[1232, 165, 1521, 1112]
sidebar-para: ಮೆರವಣಿಗೆ ಸಾಗುವ ಮಾರ್ಗದಲ್ಲಿ ರಸ್ತೆ ಗುಂಡಿಗಳನ್ನು ಮುಚ್ಚಬೇಕು. ಬೀದಿದೀಪಗಳ ವ್ಯವಸ್ಥೆ ಮಾಡಬೇಕು. ವಿದ್ಯುತ್ ತಂತಿಗಳು ಕೆಳಮಟ್ಟದಲ್ಲಿ ಇದ್ದರೆ ಅವುಗಳನ್ನು ಸರಿಪಡಿಸಬೇಕು. ಸೆಸ್ಕ್ ಅಧಿಕಾರಿಗಳು ಗಮನಹರಿಸಬೇಕು. bbox=[1241, 283, 1512, 325]
story5-headline: ಉದ್ಯಮಶೀಲತಾ ಅಭಿವೃದ್ಧಿ ತರಬೇತಿಗೆ ಮಹಿಳೆಯರಿಂದ ಅರ್ಜಿ bbox=[32, 1854, 502, 1923]
sidebar-protsaha bbox=[1230, 1393, 1521, 1830]
story1-para: ನಗರದ ಜಿಲ್ಲಾ ಪಂಚಾಯತ್‌ನ ಹಳೇ ಕೆ.ಡಿ.ಪಿ ಸಭಾಂಗಣದಲ್ಲಿ ಬುಧವಾರ (ಅ.08) ಕುಡಿಯುವ ನೀರಿನ ಸಂಬಂಧ ಪಂಚಾಯತಿ ಅಭಿವೃದ್ಧಿ ಅಧಿಕಾರಿಗಳು ಹಾಗೂ ಗ್ರಾಮೀಣ ಕುಡಿಯುವ ನೀರು ಮತ್ತು ನೈರ್ಮಲ್ಯ ಇಲಾಖೆಯ ಅಧಿಕಾರಿಗಳೊಂದಿಗೆ ಸಭೆ ನಡೆಸಿ ಸೂಚನೆ ನೀಡಿದರು. bbox=[8, 279, 316, 321]
story4-col1 bbox=[8, 1500, 316, 1832]
palm-tree-icon: 🌴 bbox=[1312, 15, 1338, 40]
story7-col2 bbox=[866, 1958, 1183, 2403]
story1-para: ಸಕ್ರಿಗಳು ಗ್ರಾಮಗಳಲ್ಲಿನ ಕುಡಿಯುವ ನೀರಿನ ಸಮಸ್ಯೆಯ ಬಗ್ಗೆ ಕ್ಷೇತ್ರ ಮಟ್ಟದ ಸಿಬ್ಬಂದಿಯಿಂದ ಮಾಹಿತಿ ಪಡೆದು ಸ್ಪಂದಿಸಬೇಕು ಎಂದು ಜಿಲ್ಲಾ ಪಂಚಾಯತ್ ಸಿಇಒ ಸೂಚಿಸಿದರು. bbox=[889, 230, 1214, 256]
story7-para: ಮಾತನಾಡುತ್ತಾರೆ. ಬ್ಯಾಂಕುಗಳು, ಗ್ರಾಮ ಪಂಚಾಯಿತಿಗಳು, ಕೇಂದ್ರ, ರಾಜ್ಯ ಸರ್ಕಾರಿ ಕಚೇರಿಗಳು ಸೇರಿದಂತೆ ಎಲ್ಲ ಸಂಸ್ಥೆಗಳಲ್ಲಿ ಕನ್ನಡ ಬಳಕೆ ಕಡ್ಡಾಯವಾಗಬೇಕು ಎಂದು ಮುಖಂಡರು ಆಗ್ರಹಿಸಿದರು. bbox=[1194, 1960, 1521, 1986]
story3-para: ಸರ್ಕಾರಿ ಕಾರ್ಯಕ್ರಮವನ್ನು ನಿಮ್ಮ ಬೆಳ್ಳಿಯ ದಿನದಂದು ಚಾಮರಾಜನಗರ ಜಿಲ್ಲಾ ಉಸ್ತುವಾರಿ ಸಚಿವರಾದ ಕೆ. ವೆಂಕಟೇಶ್ ಅವರು ನೆರವೇರಿಸಿದರು. ಜಿಲ್ಲಾಡಳಿತ ಭವನದ ಹೊಸ ಕಟ್ಟಡ ಉದ್ಘಾಟಿಸಿದರು. bbox=[364, 852, 647, 894]
story1-kicker: ಜಿಲ್ಲಾ ಪಂಚಾಯಿತಿ ಮುಖ್ಯ ಕಾರ್ಯನಿರ್ವಾಹಕ ಅಧಿಕಾರಿ ಮೋನಾ ರೋತ್ ಸೂಚನೆ bbox=[345, 95, 885, 120]
lamp-lighting-illustration bbox=[658, 802, 1222, 1068]
story1-rule bbox=[8, 218, 1222, 220]
story4-col2 bbox=[325, 1500, 665, 1832]
meeting-photo-1 bbox=[327, 228, 877, 515]
story2-headline: ಗ್ರಾಮೀಣ ಜನರಿಗೆ ಉದ್ಯೋಗ ಕಲ್ಪಿಸಲು ಜಿ.ಪಂ. ಸಿ.ಇ.ಒ ಮೋನಾ ರೋತ್ ಸೂಚನೆ bbox=[15, 690, 339, 796]
story7-col3 bbox=[1194, 1958, 1521, 2403]
story1-col2 bbox=[327, 519, 594, 677]
story2-divider bbox=[356, 688, 358, 1424]
story3-para: ಹಿಂದುಳಿದ ವರ್ಗಗಳ ಜನರು ಈ ಭಾಗದಲ್ಲಿದ್ದಾರೆ. ಈ ನಿಟ್ಟಿನಲ್ಲಿ ಸರ್ಕಾರವು ಬಡವರ, ಹಿಂದುಳಿದವರ ಮಕ್ಕಳ ವಿದ್ಯಾಭ್ಯಾಸಕ್ಕೆ ಹೆಚ್ಚಿನ ಒತ್ತು ನೀಡುತ್ತಿದೆ. ಗ್ರಾಮೀಣ ಭಾಗದ ಮಕ್ಕಳು ಉನ್ನತ ಶಿಕ್ಷಣ ಪಡೆಯಬೇಕು ಎಂದರು. bbox=[657, 1112, 932, 1154]
story3-para: ಬಳಿಕ ಚಾಮರಾಜನಗರದ ಪ್ರವಾಸಿ ಮಂದಿರದ ಬಳಿ ನಿರ್ಮಿಸಲಾಗಿರುವ ನೂತನ ವಸತಿ ಗೃಹಗಳನ್ನು ಉದ್ಘಾಟಿಸಿದರು. ಬಳಿಕ ಮಾತನಾಡಿದ ಅವರು, ಜಿಲ್ಲೆಯ ಅಭಿವೃದ್ಧಿಗೆ ಸರ್ಕಾರ ಬದ್ಧವಾಗಿದೆ ಎಂದರು. bbox=[364, 901, 647, 943]
story6-dateline: ಚಾಮರಾಜನಗರ: bbox=[18, 2267, 70, 2279]
logo-part-1: ಸಂಜೆ bbox=[1246, 5, 1301, 42]
story2-para: ಸ್ವಚ್ಛ ಭಾರತ್ ಮಿಷನ್ ಯೋಜನೆಯಡಿ ಸಮುದಾಯ ಶೌಚಾಲಯ ನಿರ್ಮಾಣ ಕಾಮಗಾರಿಗಳನ್ನು ಶೀಘ್ರವಾಗಿ ಪೂರ್ಣಗೊಳಿಸಬೇಕು ಎಂದು ಅವರು ತಿಳಿಸಿದರು. bbox=[8, 1027, 348, 1054]
story1-para: ಉಪ ಕಾರ್ಯದರ್ಶಿ ಡಿ.ಕೆ. ಶೃತಿ, ಸಹಾಯಕ ಕಾರ್ಯದರ್ಶಿ ಶ್ರೀಕಂಠರಾಜೆ ಅರಸ್, ಗ್ರಾಮೀಣ ಕುಡಿಯುವ ನೀರು ಮತ್ತು ನೈರ್ಮಲ್ಯ ವಿಭಾಗದ ಕಾರ್ಯಪಾಲಕ ಅಭಿಯಂತರರು ಹಾಗೂ ತಾಲ್ಲೂಕು ಪಂಚಾಯತ್ ಕಾರ್ಯನಿರ್ವಾಹಕ ಅಧಿಕಾರಿಗಳು ಸಭೆಯಲ್ಲಿ ಉಪಸ್ಥಿತರಿದ್ದರು. bbox=[889, 299, 1214, 341]
story7-kicker: ಜಿಲ್ಲಾಧಿಕಾರಿ ಶಿಲ್ಪಾ ನಾಗ್ ಅಧ್ಯಕ್ಷತೆಯಲ್ಲಿ ಪೂರ್ವಭಾವಿ ಸಭೆ bbox=[937, 1851, 1296, 1873]
